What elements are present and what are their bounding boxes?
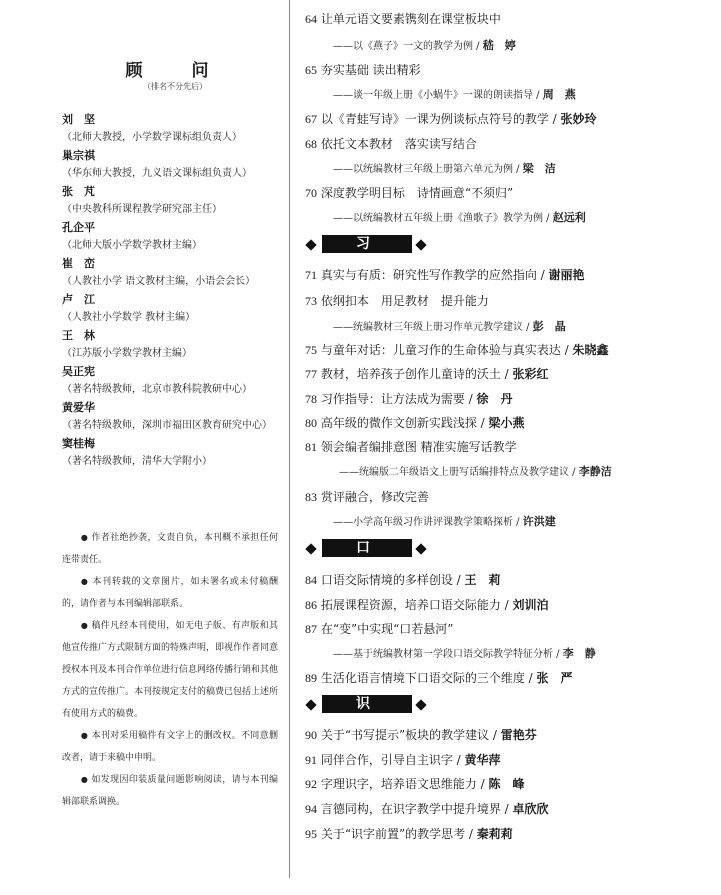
advisor [62, 255, 284, 291]
entry-author: 徐 丹 [476, 392, 513, 406]
toc-entry[interactable] [305, 825, 710, 842]
entry-author: 李 静 [562, 647, 596, 660]
advisor [62, 327, 284, 363]
entry-author: 彭 晶 [532, 320, 566, 333]
entry-title: 依托文本教材 落实读写结合 [320, 137, 477, 151]
diamond-icon [415, 543, 426, 554]
page-number: 77 [305, 367, 317, 381]
notice [62, 527, 278, 571]
section-header-kouyu [305, 539, 425, 574]
entry-title: 依纲扣本 用足教材 提升能力 [320, 294, 489, 308]
toc-entry[interactable] [305, 726, 710, 743]
subtitle-text: ——基于统编教材第一学段口语交际教学特征分析 / [333, 649, 563, 660]
toc-subtitle [333, 645, 596, 661]
diamond-icon [305, 543, 316, 554]
section-header-shizi [305, 695, 425, 730]
advisor-role: （中央教科所课程教学研究部主任） [62, 204, 222, 215]
toc-entry[interactable] [305, 775, 710, 792]
subtitle-text: ——以《燕子》一文的教学为例 / [333, 41, 483, 52]
page-number: 81 [305, 440, 317, 454]
toc-entry[interactable] [305, 61, 710, 78]
page-number: 92 [305, 777, 317, 791]
toc-entry[interactable] [305, 596, 710, 613]
entry-title: 关于“识字前置”的教学思考 / [320, 827, 477, 841]
entry-author: 卓欣欣 [512, 802, 549, 816]
advisor-list [62, 111, 284, 471]
page-number: 68 [305, 137, 317, 151]
advisor-name: 王 林 [62, 329, 95, 342]
toc-entry[interactable] [305, 438, 710, 455]
entry-title: 与童年对话：儿童习作的生命体验与真实表达 / [320, 343, 573, 357]
notice-text: 稿件凡经本刊使用，如无电子版、有声版和其他宣传推广方式限制方面的特殊声明，即视作作者同意授权本刊及本刊合作单位进行信息网络传播行销和其他方式的宣传推广。本刊按规定支付的稿费已包括上述所有使用方式的稿费。 [62, 621, 279, 719]
advisor-name: 刘 坚 [62, 113, 95, 126]
entry-title: 夯实基础 读出精彩 [320, 63, 421, 77]
advisor [62, 291, 284, 327]
toc-entry[interactable] [305, 266, 710, 283]
entry-author: 赵远利 [552, 211, 586, 224]
entry-title: 以《青蛙写诗》一课为例谈标点符号的教学 / [320, 112, 561, 126]
subtitle-text: ——统编版二年级语文上册写话编排特点及教学建议 / [339, 467, 579, 478]
page-number: 75 [305, 343, 317, 357]
advisor-role: （人教社小学数学 教材主编） [62, 312, 196, 323]
entry-title: 同伴合作，引导自主识字 / [320, 753, 465, 767]
subtitle-text: ——以统编教材三年级上册第六单元为例 / [333, 164, 523, 175]
entry-title: 关于“书写提示”板块的教学建议 / [320, 728, 501, 742]
advisor-name: 黄爱华 [62, 401, 95, 414]
entry-title: 习作指导：让方法成为需要 / [320, 392, 477, 406]
page-number: 83 [305, 490, 317, 504]
notice-text: 本刊转载的文章图片，如未署名或未付稿酬的，请作者与本刊编辑部联系。 [62, 577, 278, 609]
page-number: 64 [305, 12, 317, 26]
advisor [62, 219, 284, 255]
entry-title: 让单元语文要素镌刻在课堂板块中 [320, 12, 501, 26]
toc-entry[interactable] [305, 488, 710, 505]
advisor [62, 435, 284, 471]
advisor-name: 窦桂梅 [62, 437, 95, 450]
advisor [62, 399, 284, 435]
toc-subtitle [333, 209, 586, 225]
toc-entry[interactable] [305, 110, 710, 127]
bullet-dot-icon: ● [80, 533, 89, 542]
entry-author: 李静洁 [578, 465, 612, 478]
toc-subtitle [333, 160, 556, 176]
toc-subtitle [339, 463, 612, 479]
notice-text: 作者社绝抄袭，文责自负，本刊概不承担任何连带责任。 [62, 533, 278, 565]
entry-title: 在“变”中实现“口若悬河” [320, 622, 454, 636]
advisor [62, 147, 284, 183]
entry-title: 言德同构，在识字教学中提升境界 / [320, 802, 513, 816]
advisor-name: 卢 江 [62, 293, 95, 306]
advisor-name: 崔 峦 [62, 257, 95, 270]
toc-entry[interactable] [305, 571, 710, 588]
toc-entry[interactable] [305, 800, 710, 817]
toc-entry[interactable] [305, 669, 710, 686]
page-number: 95 [305, 827, 317, 841]
advisor-role: （著名特级教师，北京市教科院教研中心） [62, 384, 252, 395]
advisors-heading: 顾 问 [125, 61, 225, 81]
entry-author: 周 燕 [542, 88, 576, 101]
page-number: 70 [305, 186, 317, 200]
entry-title: 赏评融合，修改完善 [320, 490, 429, 504]
advisor-role: （北师大教授，小学数学课标组负责人） [62, 132, 242, 143]
subtitle-text: ——以统编教材五年级上册《渔歌子》教学为例 / [333, 213, 553, 224]
notice [62, 725, 278, 769]
page-number: 73 [305, 294, 317, 308]
toc-entry[interactable] [305, 10, 710, 27]
entry-author: 朱晓鑫 [572, 343, 609, 357]
page-number: 94 [305, 802, 317, 816]
bullet-dot-icon: ● [80, 621, 89, 630]
diamond-icon [415, 239, 426, 250]
advisor-name: 吴正宪 [62, 365, 95, 378]
toc-entry[interactable] [305, 751, 710, 768]
page-number: 86 [305, 598, 317, 612]
bullet-dot-icon: ● [80, 731, 89, 740]
page-number: 87 [305, 622, 317, 636]
page-number: 65 [305, 63, 317, 77]
subtitle-text: ——小学高年级习作讲评课教学策略探析 / [333, 517, 523, 528]
toc-entry[interactable] [305, 414, 710, 431]
section-title: 习作 [322, 235, 412, 253]
notice [62, 769, 278, 813]
toc-entry[interactable] [305, 341, 710, 358]
entry-author: 黄华萍 [464, 753, 501, 767]
advisor [62, 111, 284, 147]
advisor-role: （华东师大教授，九义语文课标组负责人） [62, 168, 252, 179]
advisor-role: （著名特级教师，清华大学附小） [62, 456, 212, 467]
entry-author: 谢丽艳 [548, 268, 585, 282]
toc-subtitle [333, 37, 516, 53]
advisor-role: （著名特级教师，深圳市福田区教育研究中心） [62, 420, 272, 431]
entry-author: 张彩红 [512, 367, 549, 381]
diamond-icon [305, 239, 316, 250]
entry-author: 刘训泊 [512, 598, 549, 612]
diamond-icon [415, 699, 426, 710]
entry-author: 张 严 [536, 671, 573, 685]
page-number: 78 [305, 392, 317, 406]
bullet-dot-icon: ● [80, 577, 89, 586]
page-number: 71 [305, 268, 317, 282]
page-number: 84 [305, 573, 317, 587]
toc-entry[interactable] [305, 365, 710, 382]
entry-title: 口语交际情境的多样创设 / [320, 573, 465, 587]
toc-entry[interactable] [305, 292, 710, 309]
entry-title: 教材，培养孩子创作儿童诗的沃土 / [320, 367, 513, 381]
toc-subtitle [333, 513, 556, 529]
advisor [62, 363, 284, 399]
section-title: 口语 [322, 539, 412, 557]
advisor-role: （人教社小学 语文教材主编，小语会会长） [62, 276, 256, 287]
advisors-order-note: （排名不分先后） [143, 82, 207, 91]
entry-title: 生活化语言情境下口语交际的三个维度 / [320, 671, 537, 685]
toc-entry[interactable] [305, 620, 710, 637]
entry-author: 王 莉 [464, 573, 501, 587]
page-number: 80 [305, 416, 317, 430]
subtitle-text: ——统编教材三年级上册习作单元教学建议 / [333, 322, 533, 333]
toc-subtitle [333, 318, 566, 334]
entry-author: 嵇 婷 [482, 39, 516, 52]
section-header-xizuo [305, 235, 425, 270]
advisor-role: （北师大版小学数学教材主编） [62, 240, 202, 251]
entry-author: 雷艳芬 [500, 728, 537, 742]
entry-author: 许洪建 [522, 515, 556, 528]
toc-subtitle [333, 86, 576, 102]
advisor-role: （江苏版小学数学教材主编） [62, 348, 192, 359]
advisor-name: 巢宗祺 [62, 149, 95, 162]
entry-title: 真实与有质：研究性写作教学的应然指向 / [320, 268, 549, 282]
page-number: 89 [305, 671, 317, 685]
page-number: 91 [305, 753, 317, 767]
advisor-name: 张 芃 [62, 185, 95, 198]
section-title: 识字 [322, 695, 412, 713]
page-number: 67 [305, 112, 317, 126]
entry-title: 高年级的微作文创新实践浅探 / [320, 416, 489, 430]
subtitle-text: ——谈一年级上册《小蜗牛》一课的朗读指导 / [333, 90, 543, 101]
advisor-name: 孔企平 [62, 221, 95, 234]
page-number: 90 [305, 728, 317, 742]
toc-entry[interactable] [305, 135, 710, 152]
entry-title: 字理识字，培养语文思维能力 / [320, 777, 489, 791]
entry-title: 深度教学明目标 诗情画意“不须归” [320, 186, 514, 200]
entry-author: 梁小燕 [488, 416, 525, 430]
bullet-dot-icon: ● [80, 775, 89, 784]
notice [62, 571, 278, 615]
notice [62, 615, 278, 725]
entry-author: 陈 峰 [488, 777, 525, 791]
entry-author: 秦莉莉 [476, 827, 513, 841]
notice-text: 本刊对采用稿件有文字上的删改权。不同意删改者，请于来稿中申明。 [62, 731, 278, 763]
entry-author: 张妙玲 [560, 112, 597, 126]
entry-author: 梁 洁 [522, 162, 556, 175]
toc-entry[interactable] [305, 390, 710, 407]
toc-entry[interactable] [305, 184, 710, 201]
notice-text: 如发现因印装质量问题影响阅读，请与本刊编辑部联系调换。 [62, 775, 278, 807]
entry-title: 拓展课程资源，培养口语交际能力 / [320, 598, 513, 612]
column-divider [289, 0, 290, 878]
advisor [62, 183, 284, 219]
notice-list [62, 527, 278, 813]
diamond-icon [305, 699, 316, 710]
entry-title: 领会编者编排意图 精准实施写话教学 [320, 440, 517, 454]
